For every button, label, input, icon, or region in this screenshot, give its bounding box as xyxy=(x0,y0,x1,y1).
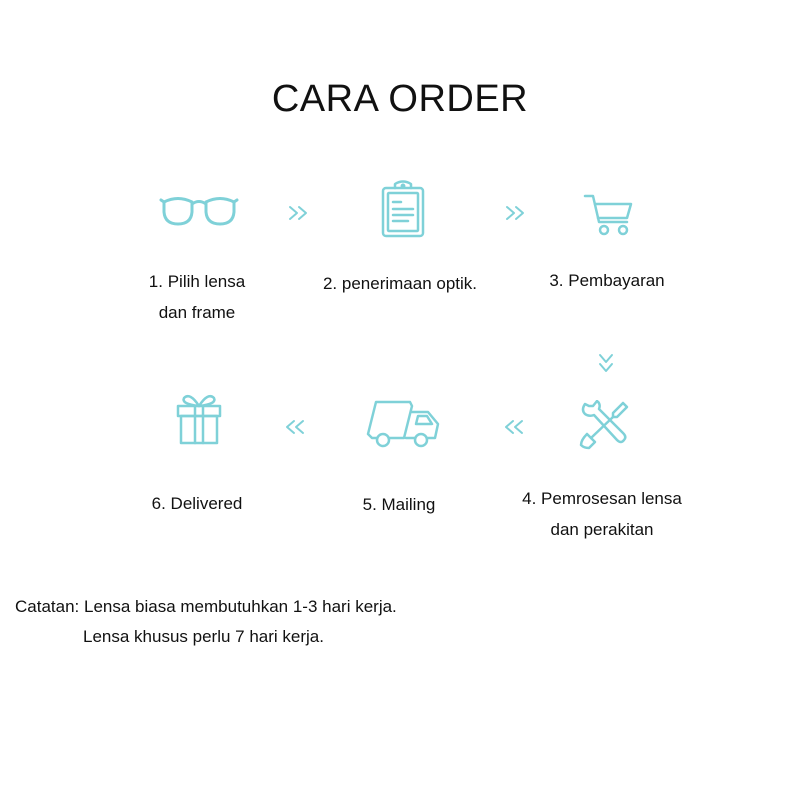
tools-icon xyxy=(579,400,631,450)
step-6-label xyxy=(127,488,267,519)
note-line1: Catatan: Lensa biasa membutuhkan 1-3 hari kerja. xyxy=(15,597,397,616)
page-title: CARA ORDER xyxy=(271,78,529,120)
step-3-label xyxy=(532,265,682,296)
chevron-left-icon xyxy=(501,418,525,441)
gift-icon xyxy=(176,390,222,446)
step-4-label-line1: 4. Pemrosesan lensa xyxy=(522,489,682,508)
step-1-label-line2: dan frame xyxy=(158,303,236,322)
step-5-label-line1: 5. Mailing xyxy=(362,495,436,514)
step-1-label xyxy=(127,266,267,328)
glasses-icon xyxy=(158,190,246,230)
chevron-left-icon xyxy=(282,418,306,441)
note-line2: Lensa khusus perlu 7 hari kerja. xyxy=(83,627,324,646)
step-6-label-line1: 6. Delivered xyxy=(151,494,243,513)
truck-icon xyxy=(366,398,440,450)
chevron-right-icon xyxy=(504,204,528,227)
cart-icon xyxy=(583,192,635,238)
step-2-label-line1: 2. penerimaan optik. xyxy=(322,274,478,293)
step-1-label-line1: 1. Pilih lensa xyxy=(148,272,246,291)
step-3-label-line1: 3. Pembayaran xyxy=(549,271,665,290)
step-2-label xyxy=(300,268,500,299)
step-4-label-line2: dan perakitan xyxy=(550,520,654,539)
step-4-label xyxy=(502,483,702,545)
step-5-label xyxy=(329,489,469,520)
chevron-down-icon xyxy=(597,352,615,381)
chevron-right-icon xyxy=(287,204,311,227)
clipboard-icon xyxy=(380,180,426,238)
note xyxy=(15,592,397,652)
